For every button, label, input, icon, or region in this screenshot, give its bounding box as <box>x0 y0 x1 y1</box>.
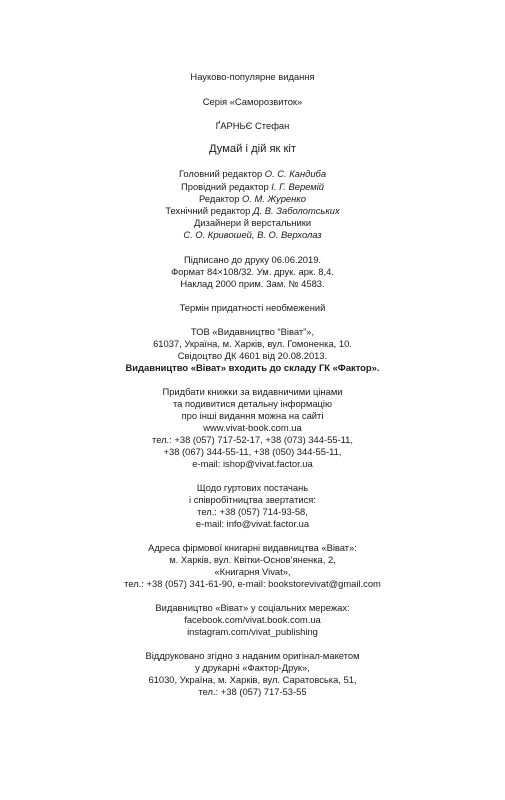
publisher-line: Свідоцтво ДК 4601 від 20.08.2013. <box>177 350 328 361</box>
print-info-line: Підписано до друку 06.06.2019. <box>183 254 322 265</box>
buy-info-phone-line: тел.: +38 (057) 717-52-17, +38 (073) 344-55-11, <box>152 434 353 445</box>
editor-role: Провідний редактор <box>181 181 272 192</box>
editor-name: О. С. Кандиба <box>264 168 327 179</box>
wholesale-line: Щодо гуртових постачань <box>196 482 309 493</box>
editor-role: Редактор <box>199 193 243 204</box>
printing-line: у друкарні «Фактор-Друк», <box>195 662 310 673</box>
store-line: м. Харків, вул. Квітки-Основ’яненка, 2, <box>169 554 336 565</box>
store-line: Адреса фірмової книгарні видавництва «Віват»: <box>148 542 357 553</box>
designers-names: С. О. Кривошей, В. О. Верхолаз <box>183 229 322 240</box>
store-name: «Книгарня Vivat», <box>214 566 291 577</box>
facebook-link[interactable]: facebook.com/vivat.book.com.ua <box>184 614 321 625</box>
instagram-link[interactable]: instagram.com/vivat_publishing <box>187 626 318 637</box>
info-email-link[interactable]: e-mail: info@vivat.factor.ua <box>195 518 310 529</box>
wholesale-line: і співробітництва звертатися: <box>189 494 316 505</box>
editor-role: Головний редактор <box>178 168 265 179</box>
genre-line: Науково-популярне видання <box>190 71 315 82</box>
printing-line: Віддруковано згідно з наданим оригінал-макетом <box>145 650 360 661</box>
buy-info-phone-line: +38 (067) 344-55-11, +38 (050) 344-55-11, <box>163 446 342 457</box>
shelf-life-line: Термін придатності необмежений <box>179 302 326 313</box>
editor-name: І. Г. Веремій <box>271 181 324 192</box>
print-info-line: Наклад 2000 прим. Зам. № 4583. <box>180 278 325 289</box>
editor-role: Технічний редактор <box>165 205 253 216</box>
buy-info-line: про інші видання можна на сайті <box>181 410 324 421</box>
series-line: Серія «Саморозвиток» <box>202 96 303 107</box>
shop-email-link[interactable]: e-mail: ishop@vivat.factor.ua <box>192 458 313 469</box>
editor-name: О. М. Журенко <box>242 193 306 204</box>
social-label: Видавництво «Віват» у соціальних мережах: <box>155 602 350 613</box>
editor-line <box>0 181 505 193</box>
buy-info-line: Придбати книжки за видавничими цінами <box>162 386 343 397</box>
publisher-line: 61037, Україна, м. Харків, вул. Гомоненка, 10. <box>153 338 352 349</box>
designers-label: Дизайнери й верстальники <box>193 217 312 228</box>
editor-line <box>0 168 505 180</box>
buy-info-line: та подивитися детальну інформацію <box>172 398 333 409</box>
wholesale-phone: тел.: +38 (057) 714-93-58, <box>197 506 308 517</box>
book-title: Думай і дій як кіт <box>208 143 297 155</box>
editor-name: Д. В. Заболотських <box>252 205 340 216</box>
printing-phone: тел.: +38 (057) 717-53-55 <box>198 686 307 697</box>
store-contact-line: тел.: +38 (057) 341-61-90, e-mail: bookstorevivat@gmail.com <box>124 578 381 589</box>
publisher-line: ТОВ «Видавництво “Віват”», <box>190 326 315 337</box>
print-info-line: Формат 84×108/32. Ум. друк. арк. 8,4. <box>171 266 334 277</box>
printing-line: 61030, Україна, м. Харків, вул. Саратовська, 51, <box>148 674 357 685</box>
editor-line <box>0 205 505 217</box>
editor-line <box>0 193 505 205</box>
website-link[interactable]: www.vivat-book.com.ua <box>203 422 302 433</box>
author-line: ҐАРНЬЄ Стефан <box>215 120 290 131</box>
publisher-note: Видавництво «Віват» входить до складу ГК «Фактор». <box>125 362 380 373</box>
